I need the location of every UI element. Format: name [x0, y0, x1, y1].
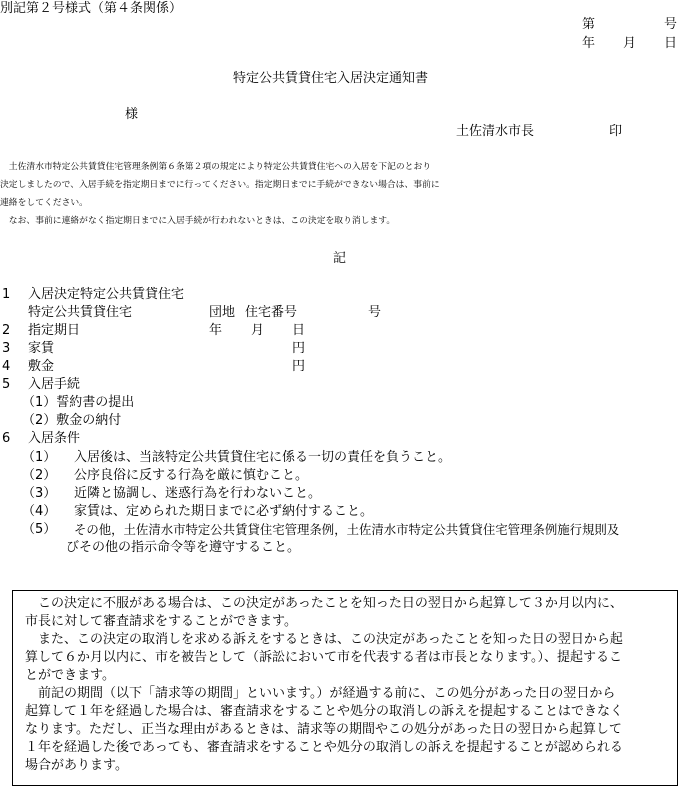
- date-year: 年: [582, 36, 596, 51]
- form-label: 別記第２号様式（第４条関係）: [0, 1, 183, 16]
- item-2-label: 指定期日: [28, 323, 81, 338]
- item-3-yen: 円: [292, 341, 306, 356]
- item-1-label: 入居決定特定公共賃貸住宅: [28, 287, 185, 302]
- issuer-name: 土佐清水市長: [456, 124, 535, 139]
- item-4-label: 敷金: [28, 359, 55, 374]
- item-1-danchi: 団地: [209, 305, 236, 320]
- item-2-day: 日: [292, 323, 306, 338]
- item-5-number: 5: [2, 377, 11, 392]
- item-2-month: 月: [251, 323, 265, 338]
- condition-3-number: （3）: [22, 486, 57, 501]
- date-month: 月: [623, 36, 637, 51]
- condition-5-number: （5）: [22, 522, 57, 537]
- notice-line: 場合があります。: [25, 758, 128, 773]
- condition-3-text: 近隣と協調し、迷惑行為を行わないこと。: [74, 486, 322, 501]
- item-4-yen: 円: [292, 359, 306, 374]
- item-1-go: 号: [368, 305, 382, 320]
- document-number-suffix: 号: [664, 17, 678, 32]
- condition-4-text: 家賃は、定められた期日までに必ず納付すること。: [74, 504, 374, 519]
- condition-1-number: （1）: [22, 450, 57, 465]
- item-4-number: 4: [2, 359, 11, 374]
- item-2-year: 年: [209, 323, 223, 338]
- condition-4-number: （4）: [22, 504, 57, 519]
- notice-line: 市長に対して審査請求をすることができます。: [25, 614, 297, 629]
- item-1-number: 1: [2, 287, 11, 302]
- item-1-house-number-label: 住宅番号: [245, 305, 298, 320]
- condition-5-text: その他，土佐清水市特定公共賃貸住宅管理条例，土佐清水市特定公共賃貸住宅管理条例施行規則及: [74, 522, 620, 537]
- document-title: 特定公共賃貸住宅入居決定通知書: [233, 71, 429, 86]
- item-1-subtype: 特定公共賃貸住宅: [28, 305, 133, 320]
- body-line: なお、事前に連絡がなく指定期日までに入居手続が行われないときは、この決定を取り消します。: [0, 216, 396, 226]
- body-text: [0, 158, 686, 230]
- item-3-number: 3: [2, 341, 11, 356]
- seal-mark: 印: [609, 124, 623, 139]
- notice-line: 前記の期間（以下「請求等の期間」といいます。）が経過する前に、この処分があった日の翌日から: [25, 686, 616, 701]
- notice-line: とができます。: [25, 668, 115, 683]
- item-6-label: 入居条件: [28, 431, 81, 446]
- body-line: 連絡をしてください。: [0, 198, 88, 208]
- item-5-sub-2: （2）敷金の納付: [22, 413, 122, 428]
- addressee-suffix: 様: [125, 107, 139, 122]
- notice-line: また、この決定の取消しを求める訴えをするときは、この決定があったことを知った日の翌日から起: [25, 632, 623, 647]
- item-5-label: 入居手続: [28, 377, 81, 392]
- condition-1-text: 入居後は、当該特定公共賃貸住宅に係る一切の責任を負うこと。: [74, 450, 452, 465]
- notice-line: 算して６か月以内に、市を被告として（訴訟において市を代表する者は市長となります。）、提起するこ: [25, 650, 622, 665]
- body-line: 決定しましたので、入居手続を指定期日までに行ってください。指定期日までに手続ができない場合は、事前に: [0, 180, 440, 190]
- notice-line: この決定に不服がある場合は、この決定があったことを知った日の翌日から起算して３か月以内に、: [25, 596, 623, 611]
- item-3-label: 家賃: [28, 341, 55, 356]
- appeal-notice-box: [12, 590, 678, 786]
- body-line: 土佐清水市特定公共賃貸住宅管理条例第６条第２項の規定により特定公共賃貸住宅への入居を下記のとおり: [0, 162, 432, 172]
- document-number-prefix: 第: [582, 17, 596, 32]
- notice-line: 起算して１年を経過した場合は、審査請求をすることや処分の取消しの訴えを提起することはできなく: [25, 704, 624, 719]
- condition-2-number: （2）: [22, 468, 57, 483]
- condition-2-text: 公序良俗に反する行為を厳に慎むこと。: [74, 468, 309, 483]
- notice-line: なります。ただし、正当な理由があるときは、請求等の期間やこの処分があった日の翌日から起算して: [25, 722, 622, 737]
- ki-heading: 記: [333, 251, 347, 266]
- item-6-number: 6: [2, 431, 11, 446]
- notice-line: １年を経過した後であっても、審査請求をすることや処分の取消しの訴えを提起することが認められる: [25, 740, 623, 755]
- date-day: 日: [664, 36, 678, 51]
- item-2-number: 2: [2, 323, 11, 338]
- condition-5-text-continued: びその他の指示命令等を遵守すること。: [66, 540, 301, 555]
- item-5-sub-1: （1）誓約書の提出: [22, 395, 135, 410]
